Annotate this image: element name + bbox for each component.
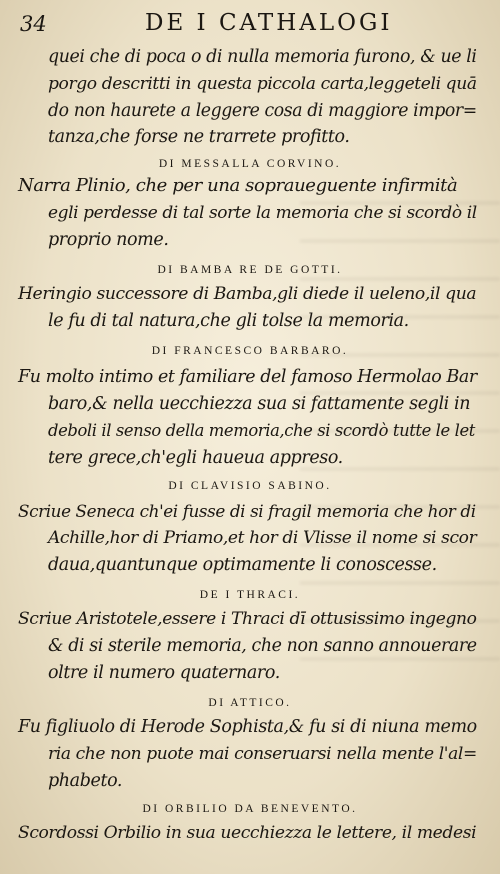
text-line: le fu di tal natura,che gli tolse la memoria. [48,311,409,331]
section-heading: DI CLAVISIO SABINO. [168,480,332,492]
text-line: oltre il numero quaternaro. [48,663,280,683]
text-line: phabeto. [48,771,123,791]
text-line: Achille,hor di Priamo,et hor di Vlisse il nome si scor [48,528,477,548]
page-header [0,10,500,42]
text-line: tere grece,ch'egli haueua appreso. [48,448,343,468]
text-line: daua,quantunque optimamente li conoscesse. [48,555,437,575]
text-line: Heringio successore di Bamba,gli diede il ueleno,il qua [18,284,477,304]
running-head: DE I CATHALOGI [145,10,393,36]
text-line: Scordossi Orbilio in sua uecchiezza le lettere, il medesi [18,823,477,843]
text-line: Scriue Aristotele,essere i Thraci dī ottusissimo ingegno [18,609,477,629]
section-heading: DI BAMBA RE DE GOTTI. [157,264,343,276]
page-number: 34 [20,12,47,36]
text-line: & di si sterile memoria, che non sanno annouerare [48,636,477,656]
text-line: porgo descritti in questa piccola carta,leggeteli quā [48,74,477,94]
text-line: tanza,che forse ne trarrete profitto. [48,127,350,147]
text-line: quei che di poca o di nulla memoria furono, & ue li [48,47,477,67]
text-line: deboli il senso della memoria,che si scordò tutte le let [48,421,475,440]
text-line: Narra Plinio, che per una sopraueguente infirmità [18,175,458,196]
text-line: proprio nome. [48,230,169,250]
section-heading: DI MESSALLA CORVINO. [158,158,342,170]
section-heading: DI ORBILIO DA BENEVENTO. [142,803,358,815]
section-heading: DI ATTICO. [208,697,292,709]
section-heading: DI FRANCESCO BARBARO. [151,345,349,357]
text-line: baro,& nella uecchiezza sua si fattamente segli in [48,394,471,414]
text-line: do non haurete a leggere cosa di maggiore impor= [48,101,477,121]
text-line: egli perdesse di tal sorte la memoria che si scordò il [48,203,477,223]
text-line: Scriue Seneca ch'ei fusse di si fragil memoria che hor di [18,501,476,521]
section-heading: DE I THRACI. [199,589,301,601]
text-line: Fu molto intimo et familiare del famoso Hermolao Bar [18,367,477,387]
text-line: Fu figliuolo di Herode Sophista,& fu si di niuna memo [18,717,477,737]
text-line: ria che non puote mai conseruarsi nella mente l'al= [48,744,477,764]
